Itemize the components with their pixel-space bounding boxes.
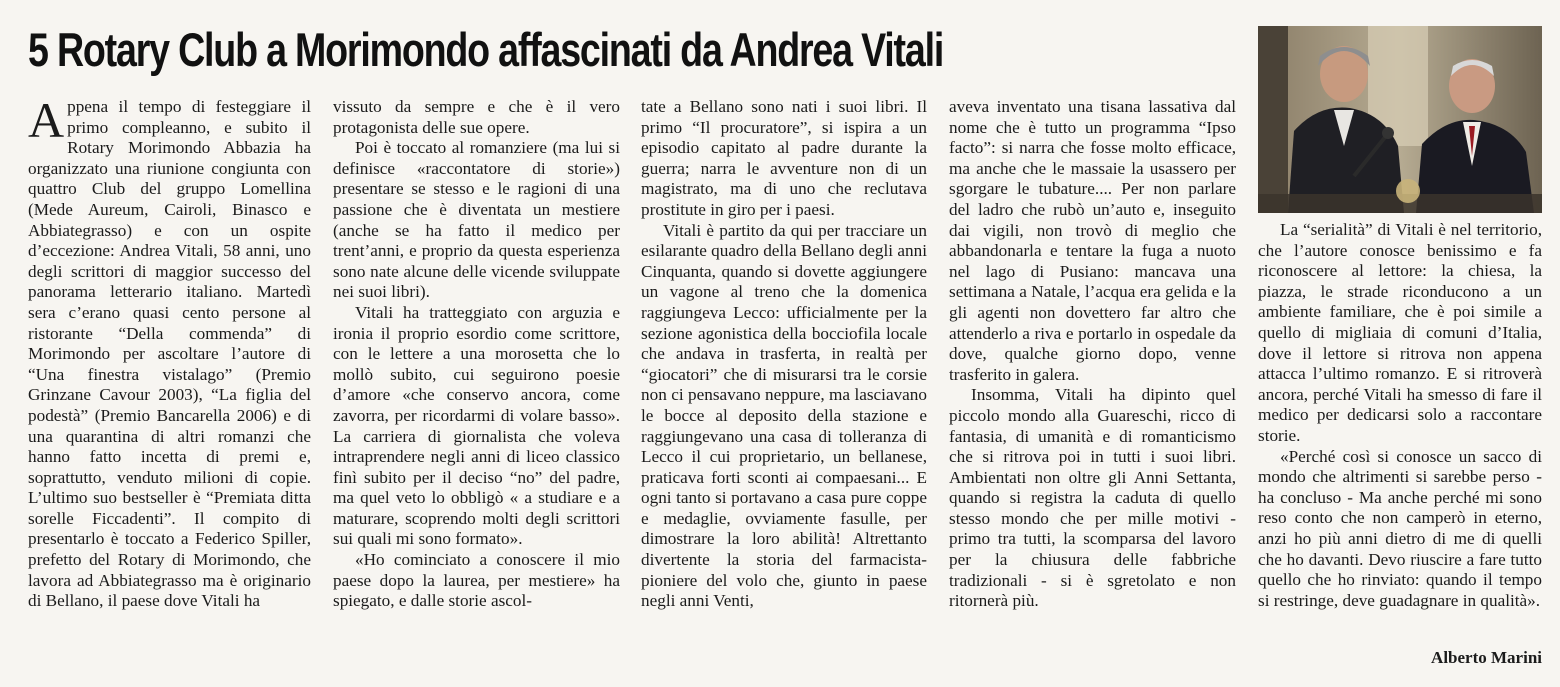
drop-cap: A <box>28 92 65 148</box>
article-paragraph: aveva inventato una tisana lassativa dal nome che è tutto un programma “Ipso facto”: si narra che fosse molto efficace, ma anche che le massaie la usassero per sgorgare le tubature.... Per non parlare del ladro che rubò un’auto e, inseguito dai vigili, non trovò di meglio che abbandonarla e tentare la fuga a nuoto nel lago di Pusiano: mancava una settimana a Natale, l’acqua era gelida e la gli agenti non dovettero far altro che attenderlo a riva e portarlo in ospedale da dove, qualche giorno dopo, venne trasferito in galera. <box>949 97 1236 384</box>
article-paragraph: «Perché così si conosce un sacco di mondo che altrimenti si sarebbe perso - ha concluso - Ma anche perché mi sono reso conto che non camperò in eterno, anzi ho più anni dietro di me di quelli che ho davanti. Devo riuscire a fare tutto quello che ho rinviato: quando il tempo si restringe, deve guadagnare in qualità». <box>1258 446 1542 610</box>
article-paragraph: Poi è toccato al romanziere (ma lui si definisce «raccontatore di storie») presentare se stesso e le ragioni di una passione che è diventata un mestiere (anche se ha fatto il medico per trent’anni, e proprio da questa esperienza sono nate alcune delle vicende sviluppate nei suoi libri). <box>333 138 620 302</box>
paragraph-text: ppena il tempo di festeggiare il primo compleanno, e subito il Rotary Morimondo Abbazia ha organizzato una riunione congiunta con quattro Club del gruppo Lomellina (Mede Aureum, Cairoli, Binasco e Abbiategrasso) e con un ospite d’eccezione: Andrea Vitali, 58 anni, uno degli scrittori di maggior successo del panorama letterario italiano. Martedì sera c’erano quasi cento persone al ristorante “Della commenda” di Morimondo per ascoltare l’autore di “Una finestra vistalago” (Premio Grinzane Cavour 2003), “La figlia del podestà” (Premio Bancarella 2006) e di una quarantina di altri romanzi che hanno fatto incetta di premi e, soprattutto, venduto milioni di copie. L’ultimo suo bestseller è “Premiata ditta sorelle Ficcadenti”. Il compito di presentarlo è toccato a Federico Spiller, prefetto del Rotary di Morimondo, che lavora ad Abbiategrasso ma è originario di Bellano, il paese dove Vitali ha <box>28 97 311 611</box>
article-paragraph: Vitali è partito da qui per tracciare un esilarante quadro della Bellano degli anni Cinquanta, quando si dovette aggiungere un vagone al treno che la domenica raggiungeva Lecco: ufficialmente per la sezione agonistica della bocciofila locale che andava in trasferta, in realtà per “giocatori” che di misurarsi tra le corsie non ci pensavano neppure, ma lasciavano le bocce al deposito della stazione e raggiungevano una casa di tolleranza di Lecco il cui proprietario, un bellanese, praticava forti sconti ai compaesani... E ogni tanto si portavano a casa pure coppe e medaglie, ovviamente fasulle, per dimostrare la loro abilità! Altrettanto divertente la storia del farmacista-pioniere del volo che, giunto in paese negli anni Venti, <box>641 220 927 611</box>
article-paragraph <box>28 92 311 612</box>
article-paragraph: tate a Bellano sono nati i suoi libri. Il primo “Il procuratore”, si ispira a un episodio capitato al padre durante la guerra; narra le avventure non di un magistrato, ma di uno che reclutava prostitute in giro per i paesi. <box>641 97 927 219</box>
article-paragraph: La “serialità” di Vitali è nel territorio, che l’autore conosce benissimo e fa riconoscere al lettore: la chiesa, la piazza, le strade riconducono a un ambiente familiare, che è poi simile a quello di migliaia di comuni d’Italia, dove il lettore si ritrova non appena attacca l’ultimo romanzo. E si ritroverà ancora, perché Vitali ha smesso di fare il medico per dedicarsi solo a raccontare storie. <box>1258 220 1542 445</box>
author-byline: Alberto Marini <box>1431 648 1542 667</box>
photo-illustration <box>1258 26 1542 213</box>
article-headline: 5 Rotary Club a Morimondo affascinati da Andrea Vitali <box>28 23 944 76</box>
article-column-1 <box>28 92 311 612</box>
article-column-5 <box>1258 220 1542 611</box>
article-paragraph: Insomma, Vitali ha dipinto quel piccolo mondo alla Guareschi, ricco di fantasia, di umanità e di romanticismo che si ritrova poi in tutti i suoi libri. Ambientati non oltre gli Anni Settanta, quando si registra la caduta di quello stesso mondo che per mille motivi - primo tra tutti, la scomparsa del lavoro per la chiusura delle fabbriche tradizionali - si è sgretolato e non ritornerà più. <box>949 385 1236 611</box>
article-photo <box>1258 26 1542 213</box>
article-column-3 <box>641 97 927 612</box>
article-paragraph: «Ho cominciato a conoscere il mio paese dopo la laurea, per mestiere» ha spiegato, e dalle storie ascol- <box>333 550 620 611</box>
article-paragraph: vissuto da sempre e che è il vero protagonista delle sue opere. <box>333 97 620 137</box>
article-column-2 <box>333 97 620 612</box>
article-paragraph: Vitali ha tratteggiato con arguzia e ironia il proprio esordio come scrittore, con le lettere a una morosetta che lo mollò subito, cui seguirono poesie d’amore «che conservo ancora, come zavorra, per ricordarmi di volare basso». La carriera di giornalista che voleva intraprendere negli anni di liceo classico finì subito per il deciso “no” del padre, ma quel veto lo obbligò « a studiare e a maturare, scoprendo molti degli scrittori sui quali mi sono formato». <box>333 302 620 549</box>
article-column-4 <box>949 97 1236 612</box>
